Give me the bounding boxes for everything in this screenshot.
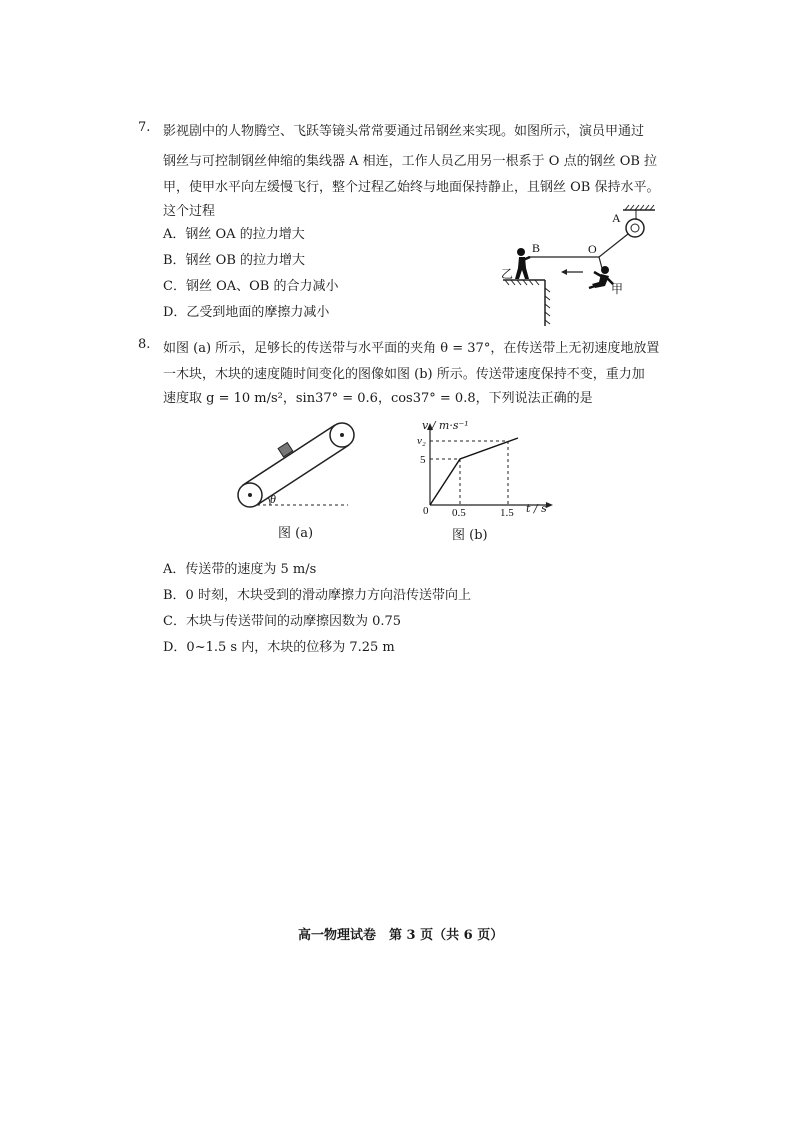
figure-b-xlabel: t / s bbox=[526, 502, 547, 515]
question-8-number: 8. bbox=[138, 337, 151, 352]
question-7-line-3: 甲，使甲水平向左缓慢飞行，整个过程乙始终与地面保持静止，且钢丝 OB 保持水平。 bbox=[163, 180, 660, 195]
person-jia-icon bbox=[589, 266, 613, 288]
question-7-line-4: 这个过程 bbox=[163, 204, 216, 219]
person-yi-icon bbox=[515, 248, 530, 279]
tick-5: 5 bbox=[420, 454, 426, 466]
question-7-line-2: 钢丝与可控制钢丝伸缩的集线器 A 相连，工作人员乙用另一根系于 O 点的钢丝 OB 拉 bbox=[163, 154, 658, 169]
question-7-figure bbox=[495, 200, 665, 330]
theta-label: θ bbox=[270, 492, 276, 506]
label-b: B bbox=[532, 241, 541, 255]
question-7-option-a: A．钢丝 OA 的拉力增大 bbox=[163, 227, 305, 242]
question-7-option-b: B．钢丝 OB 的拉力增大 bbox=[163, 253, 306, 268]
question-7-option-c: C．钢丝 OA、OB 的合力减小 bbox=[163, 279, 339, 294]
label-jia: 甲 bbox=[611, 282, 624, 296]
question-8-option-d: D．0~1.5 s 内，木块的位移为 7.25 m bbox=[163, 640, 395, 655]
question-8-option-c: C．木块与传送带间的动摩擦因数为 0.75 bbox=[163, 614, 402, 629]
pulley-a bbox=[626, 219, 644, 237]
tick-1-5: 1.5 bbox=[500, 507, 514, 518]
question-8-option-a: A．传送带的速度为 5 m/s bbox=[163, 562, 317, 577]
label-o: O bbox=[588, 242, 597, 256]
question-8-line-1: 如图 (a) 所示，足够长的传送带与水平面的夹角 θ = 37°，在传送带上无初速度地放置 bbox=[163, 341, 660, 356]
label-yi: 乙 bbox=[501, 267, 514, 281]
figure-a-caption: 图 (a) bbox=[278, 526, 314, 541]
tick-0: 0 bbox=[423, 505, 429, 517]
question-7-line-1: 影视剧中的人物腾空、飞跃等镜头常常要通过吊钢丝来实现。如图所示，演员甲通过 bbox=[163, 124, 645, 139]
figure-b-caption: 图 (b) bbox=[452, 528, 488, 543]
question-7-option-d: D．乙受到地面的摩擦力减小 bbox=[163, 305, 330, 320]
page-footer: 高一物理试卷 第 3 页（共 6 页） bbox=[298, 928, 504, 943]
question-8-line-3: 速度取 g = 10 m/s²，sin37° = 0.6，cos37° = 0.8，下列说法正确的是 bbox=[163, 391, 593, 406]
tick-v2: v₂ bbox=[417, 435, 426, 447]
question-7-number: 7. bbox=[138, 120, 151, 135]
tick-0-5: 0.5 bbox=[452, 507, 466, 518]
question-8-line-2: 一木块，木块的速度随时间变化的图像如图 (b) 所示。传送带速度保持不变，重力加 bbox=[163, 367, 645, 382]
label-a: A bbox=[612, 211, 621, 225]
question-8-option-b: B．0 时刻，木块受到的滑动摩擦力方向沿传送带向上 bbox=[163, 588, 471, 603]
velocity-line bbox=[430, 438, 518, 505]
figure-b-ylabel: v / m·s⁻¹ bbox=[422, 419, 469, 432]
